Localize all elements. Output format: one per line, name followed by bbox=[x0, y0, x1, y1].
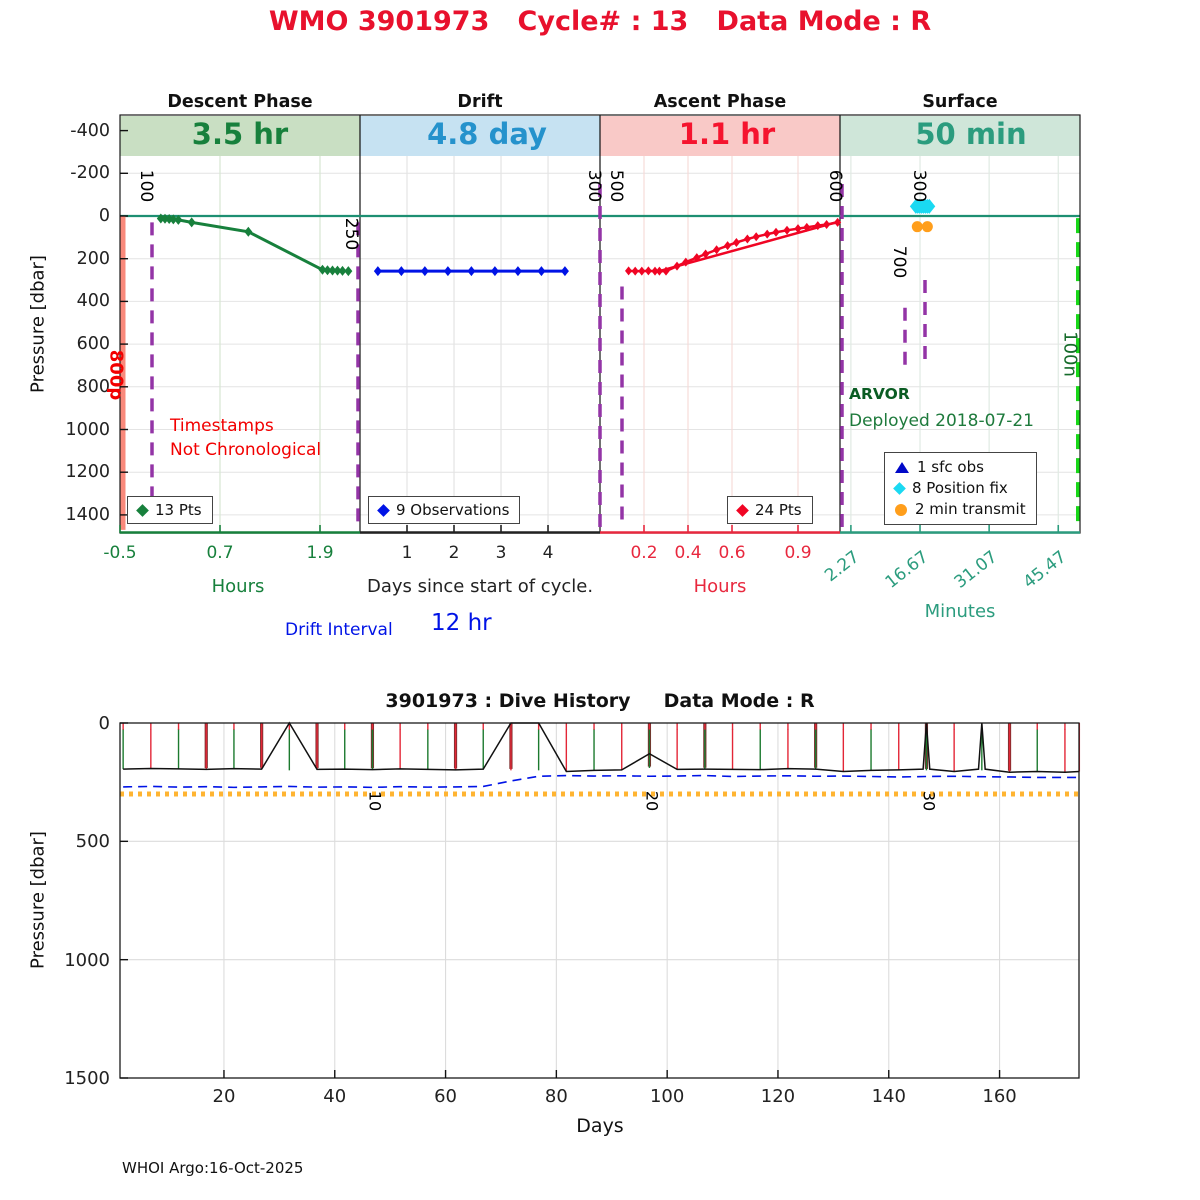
footer-text: WHOI Argo:16-Oct-2025 bbox=[122, 1159, 304, 1177]
descent-axis-label: Hours bbox=[211, 576, 265, 597]
surface-axis-label: Minutes bbox=[924, 601, 996, 622]
top-ytick-label: 1000 bbox=[65, 419, 110, 440]
top-ytick-label: 200 bbox=[76, 248, 110, 269]
phase-duration-drift: 4.8 day bbox=[427, 117, 547, 151]
bottom-y-axis-label: Pressure [dbar] bbox=[27, 831, 49, 969]
drift-interval-value: 12 hr bbox=[431, 610, 492, 636]
bottom-xtick-label: 40 bbox=[323, 1086, 347, 1107]
top-ytick-label: -400 bbox=[70, 120, 110, 141]
legend-surface-row-sfc-obs bbox=[895, 458, 1026, 477]
legend-descent-label: 13 Pts bbox=[155, 501, 202, 519]
phase-header-drift: Drift bbox=[457, 92, 503, 112]
xtick-drift: 3 bbox=[495, 543, 507, 563]
phase-duration-surface: 50 min bbox=[915, 117, 1027, 151]
legend-drift-label: 9 Observations bbox=[396, 501, 510, 519]
timestamps-note-line2: Not Chronological bbox=[170, 440, 322, 460]
phase-duration-ascent: 1.1 hr bbox=[678, 117, 776, 151]
legend-ascent-label: 24 Pts bbox=[755, 501, 802, 519]
blue-triangle-icon bbox=[895, 462, 909, 473]
xtick-surface: 31.07 bbox=[950, 547, 1002, 593]
float-model-label: ARVOR bbox=[849, 385, 910, 403]
legend-ascent bbox=[727, 496, 813, 524]
xtick-descent: -0.5 bbox=[103, 543, 137, 563]
bottom-ytick-label: 1500 bbox=[64, 1068, 110, 1089]
page-title: WMO 3901973 Cycle# : 13 Data Mode : R bbox=[268, 6, 932, 37]
bottom-xtick-label: 100 bbox=[649, 1086, 685, 1107]
xtick-drift: 2 bbox=[448, 543, 460, 563]
top-y-axis-label: Pressure [dbar] bbox=[27, 255, 49, 393]
top-ytick-label: 1400 bbox=[65, 504, 110, 525]
mission-param-label-500: 500 bbox=[606, 169, 626, 203]
top-ytick-label: 0 bbox=[98, 206, 110, 226]
phase-header-ascent: Ascent Phase bbox=[653, 92, 787, 112]
legend-sfc-obs-label: 1 sfc obs bbox=[917, 458, 984, 476]
mission-param-label-700: 700 bbox=[889, 245, 909, 279]
mission-param-label-600: 600 bbox=[825, 169, 845, 203]
xtick-surface: 2.27 bbox=[821, 547, 864, 587]
phase-header-surface: Surface bbox=[922, 92, 998, 112]
top-ytick-label: 1200 bbox=[65, 462, 110, 483]
xtick-drift: 1 bbox=[401, 543, 413, 563]
legend-min-transmit-label: 2 min transmit bbox=[915, 500, 1026, 518]
bottom-ytick-label: 1000 bbox=[64, 949, 110, 971]
xtick-ascent: 0.2 bbox=[630, 543, 658, 563]
cycle-number-label-20: 20 bbox=[642, 790, 662, 812]
drift-interval-label: Drift Interval bbox=[285, 620, 393, 640]
dive-history-title: 3901973 : Dive History Data Mode : R bbox=[385, 690, 815, 712]
bottom-xtick-label: 140 bbox=[871, 1086, 906, 1107]
bottom-xtick-label: 80 bbox=[544, 1086, 568, 1107]
legend-surface-row-position-fix bbox=[895, 479, 1026, 498]
phase-header-descent: Descent Phase bbox=[167, 92, 313, 112]
green-diamond-icon bbox=[136, 504, 149, 517]
xtick-ascent: 0.6 bbox=[718, 543, 746, 563]
bottom-ytick-label: 0 bbox=[98, 713, 110, 734]
cycle-number-label-30: 30 bbox=[919, 790, 939, 812]
xtick-surface: 16.67 bbox=[881, 547, 933, 593]
mission-param-label-100: 100 bbox=[136, 169, 156, 203]
xtick-drift: 4 bbox=[542, 543, 554, 563]
limit-label-800p: 800p bbox=[105, 349, 127, 401]
xtick-descent: 1.9 bbox=[306, 543, 334, 563]
cycle-number-label-10: 10 bbox=[365, 790, 385, 812]
timestamps-note-line1: Timestamps bbox=[170, 416, 274, 436]
limit-label-100n: 100n bbox=[1059, 331, 1081, 377]
bottom-xtick-label: 160 bbox=[982, 1086, 1017, 1107]
legend-position-fix-label: 8 Position fix bbox=[912, 479, 1008, 497]
drift-axis-label: Days since start of cycle. bbox=[366, 576, 594, 597]
bottom-x-axis-label: Days bbox=[576, 1115, 624, 1137]
blue-diamond-icon bbox=[377, 504, 390, 517]
red-diamond-icon bbox=[736, 504, 749, 517]
top-ytick-label: 800 bbox=[76, 376, 110, 397]
xtick-descent: 0.7 bbox=[206, 543, 234, 563]
mission-param-label-300: 300 bbox=[584, 169, 604, 203]
top-ytick-label: -200 bbox=[70, 163, 110, 184]
legend-surface-row-min-transmit bbox=[895, 500, 1026, 519]
orange-circle-icon bbox=[895, 504, 907, 516]
xtick-ascent: 0.9 bbox=[784, 543, 812, 563]
mission-param-label-250: 250 bbox=[341, 217, 361, 251]
xtick-surface: 45.47 bbox=[1019, 547, 1071, 593]
xtick-ascent: 0.4 bbox=[674, 543, 702, 563]
bottom-xtick-label: 120 bbox=[760, 1086, 796, 1107]
ascent-axis-label: Hours bbox=[693, 576, 747, 597]
deployed-date-label: Deployed 2018-07-21 bbox=[849, 411, 1034, 431]
bottom-xtick-label: 20 bbox=[212, 1086, 236, 1107]
mission-param-label-300: 300 bbox=[909, 169, 929, 203]
legend-surface bbox=[884, 452, 1037, 525]
phase-duration-descent: 3.5 hr bbox=[191, 117, 289, 151]
bottom-xtick-label: 60 bbox=[434, 1086, 458, 1107]
cyan-diamond-icon bbox=[893, 482, 906, 495]
top-ytick-label: 600 bbox=[76, 334, 110, 355]
bottom-ytick-label: 500 bbox=[75, 831, 110, 853]
top-ytick-label: 400 bbox=[76, 291, 110, 312]
legend-descent bbox=[127, 496, 213, 524]
legend-drift bbox=[368, 496, 520, 524]
